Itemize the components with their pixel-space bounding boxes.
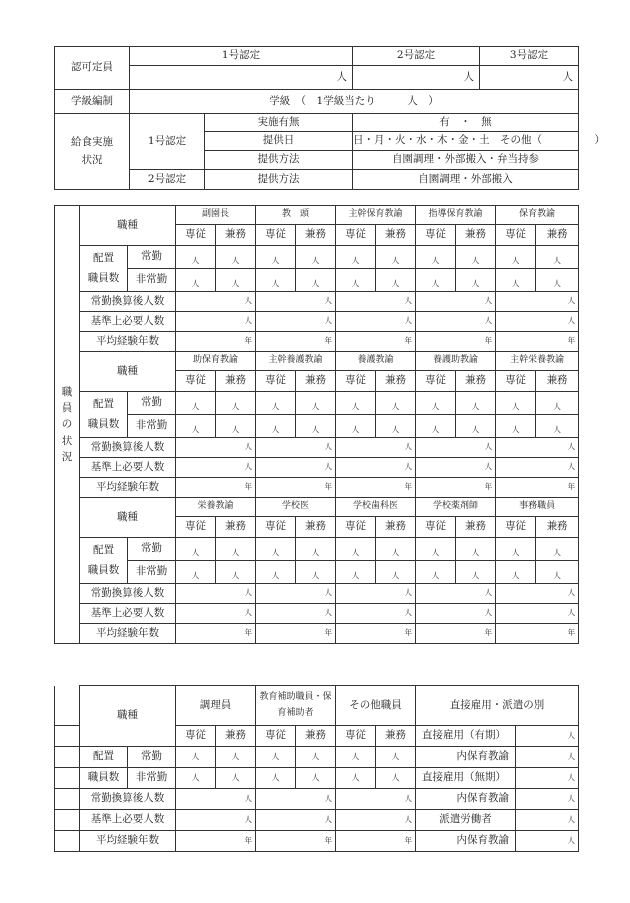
count-cell[interactable]: 人: [256, 415, 296, 438]
job-label-b4: 職種: [80, 686, 176, 747]
avg-exp-label: 平均経験年数: [80, 478, 176, 498]
count-cell[interactable]: 人: [376, 747, 416, 768]
regular-label: 常勤: [128, 246, 176, 269]
meal-label: 給食実施状況: [55, 114, 130, 190]
concurrent-header: 兼務: [216, 225, 256, 246]
dispatch-count[interactable]: 人: [516, 810, 579, 831]
meal-method1-value[interactable]: 自園調理・外部搬入・弁当持参: [353, 151, 579, 170]
concurrent-header: 兼務: [456, 517, 496, 538]
cert3-header: 3号認定: [480, 47, 579, 66]
job-title: 事務職員: [496, 498, 579, 517]
required-cell[interactable]: 人: [176, 458, 256, 478]
count-cell[interactable]: 人: [296, 538, 336, 561]
job-title: 養護教諭: [336, 352, 416, 371]
concurrent-header: 兼務: [376, 225, 416, 246]
concurrent-header: 兼務: [296, 371, 336, 392]
count-cell[interactable]: 人: [296, 768, 336, 789]
count-cell[interactable]: 人: [256, 246, 296, 269]
meal-cert1: 1号認定: [130, 114, 205, 170]
count-cell[interactable]: 人: [256, 269, 296, 292]
regular-label: 常勤: [128, 747, 176, 768]
required-cell[interactable]: 人: [256, 458, 336, 478]
avg-exp-cell[interactable]: 年: [176, 332, 256, 352]
cert3-count[interactable]: 人: [480, 66, 579, 90]
count-cell[interactable]: 人: [296, 392, 336, 415]
count-cell[interactable]: 人: [416, 538, 456, 561]
part-time-label: 非常勤: [128, 561, 176, 584]
concurrent-header: 兼務: [216, 726, 256, 747]
fte-label: 常勤換算後人数: [80, 292, 176, 312]
meal-implemented-label: 実施有無: [205, 114, 353, 132]
count-cell[interactable]: 人: [216, 768, 256, 789]
required-label: 基準上必要人数: [80, 312, 176, 332]
meal-method2-label: 提供方法: [205, 170, 353, 190]
avg-exp-cell[interactable]: 年: [496, 332, 579, 352]
count-cell[interactable]: 人: [216, 538, 256, 561]
fte-cell[interactable]: 人: [416, 438, 496, 458]
avg-exp-cell[interactable]: 年: [336, 624, 416, 644]
avg-exp-label: 平均経験年数: [80, 831, 176, 852]
teacher-inner-label: 内保育教諭: [416, 831, 516, 852]
avg-exp-cell[interactable]: 年: [416, 332, 496, 352]
teacher-inner-count[interactable]: 人: [516, 789, 579, 810]
required-label: 基準上必要人数: [80, 604, 176, 624]
required-cell[interactable]: 人: [256, 312, 336, 332]
job-title: 指導保育教諭: [416, 206, 496, 225]
fte-cell[interactable]: 人: [336, 584, 416, 604]
count-cell[interactable]: 人: [176, 392, 216, 415]
part-time-label: 非常勤: [128, 269, 176, 292]
fulltime-header: 専従: [416, 225, 456, 246]
fulltime-header: 専従: [336, 371, 376, 392]
meal-implemented-value[interactable]: 有 ・ 無: [353, 114, 579, 132]
count-cell[interactable]: 人: [376, 415, 416, 438]
direct-fixed-count[interactable]: 人: [516, 726, 579, 747]
fte-cell[interactable]: 人: [256, 789, 336, 810]
meal-days-value[interactable]: 日・月・火・水・木・金・土 その他（ ）: [353, 132, 579, 151]
count-cell[interactable]: 人: [456, 415, 496, 438]
count-cell[interactable]: 人: [216, 747, 256, 768]
count-cell[interactable]: 人: [536, 415, 579, 438]
fte-cell[interactable]: 人: [256, 292, 336, 312]
job-title: 主幹保育教諭: [336, 206, 416, 225]
count-cell[interactable]: 人: [336, 269, 376, 292]
capacity-label: 認可定員: [55, 47, 130, 90]
avg-exp-label: 平均経験年数: [80, 332, 176, 352]
count-cell[interactable]: 人: [496, 538, 536, 561]
meal-days-label: 提供日: [205, 132, 353, 151]
count-cell[interactable]: 人: [536, 392, 579, 415]
fulltime-header: 専従: [256, 225, 296, 246]
cert2-header: 2号認定: [353, 47, 480, 66]
count-cell[interactable]: 人: [336, 747, 376, 768]
required-cell[interactable]: 人: [416, 458, 496, 478]
job-cook: 調理員: [176, 686, 256, 726]
job-title: 養護助教諭: [416, 352, 496, 371]
required-label: 基準上必要人数: [80, 810, 176, 831]
count-cell[interactable]: 人: [176, 768, 216, 789]
fulltime-header: 専従: [496, 517, 536, 538]
fulltime-header: 専従: [176, 371, 216, 392]
count-cell[interactable]: 人: [536, 269, 579, 292]
count-cell[interactable]: 人: [216, 415, 256, 438]
fte-cell[interactable]: 人: [256, 584, 336, 604]
fulltime-header: 専従: [416, 517, 456, 538]
fulltime-header: 専従: [256, 371, 296, 392]
job-title: 保育教諭: [496, 206, 579, 225]
count-cell[interactable]: 人: [216, 561, 256, 584]
fulltime-header: 専従: [336, 517, 376, 538]
count-cell[interactable]: 人: [336, 538, 376, 561]
required-cell[interactable]: 人: [336, 604, 416, 624]
required-cell[interactable]: 人: [256, 810, 336, 831]
fte-cell[interactable]: 人: [336, 438, 416, 458]
placement-staff-count-label: 配置 職員数: [80, 538, 128, 584]
fulltime-header: 専従: [176, 726, 216, 747]
fulltime-header: 専従: [416, 371, 456, 392]
count-cell[interactable]: 人: [416, 246, 456, 269]
count-cell[interactable]: 人: [336, 561, 376, 584]
direct-unfixed-count[interactable]: 人: [516, 768, 579, 789]
class-label: 学級編制: [55, 90, 130, 114]
fulltime-header: 専従: [176, 517, 216, 538]
avg-exp-cell[interactable]: 年: [176, 624, 256, 644]
job-title: 学校薬剤師: [416, 498, 496, 517]
fulltime-header: 専従: [496, 225, 536, 246]
fulltime-header: 専従: [256, 517, 296, 538]
count-cell[interactable]: 人: [296, 415, 336, 438]
count-cell[interactable]: 人: [176, 747, 216, 768]
count-cell[interactable]: 人: [376, 561, 416, 584]
concurrent-header: 兼務: [376, 726, 416, 747]
count-cell[interactable]: 人: [256, 392, 296, 415]
required-cell[interactable]: 人: [336, 458, 416, 478]
required-cell[interactable]: 人: [496, 312, 579, 332]
fulltime-header: 専従: [336, 726, 376, 747]
fte-cell[interactable]: 人: [176, 584, 256, 604]
count-cell[interactable]: 人: [496, 246, 536, 269]
count-cell[interactable]: 人: [456, 392, 496, 415]
fte-cell[interactable]: 人: [176, 438, 256, 458]
avg-exp-cell[interactable]: 年: [416, 624, 496, 644]
top-table: [54, 46, 605, 190]
job-title: 主幹養護教諭: [256, 352, 336, 371]
job-title: 主幹栄養教諭: [496, 352, 579, 371]
regular-label: 常勤: [128, 538, 176, 561]
avg-exp-cell[interactable]: 年: [496, 478, 579, 498]
count-cell[interactable]: 人: [296, 561, 336, 584]
avg-exp-cell[interactable]: 年: [256, 624, 336, 644]
fulltime-header: 専従: [176, 225, 216, 246]
job-label: 職種: [80, 206, 176, 246]
fte-label: 常勤換算後人数: [80, 789, 176, 810]
concurrent-header: 兼務: [536, 225, 579, 246]
count-cell[interactable]: 人: [376, 768, 416, 789]
fte-label: 常勤換算後人数: [80, 438, 176, 458]
count-cell[interactable]: 人: [176, 561, 216, 584]
cert1-header: 1号認定: [130, 47, 353, 66]
avg-exp-cell[interactable]: 年: [256, 831, 336, 852]
fte-cell[interactable]: 人: [496, 584, 579, 604]
count-cell[interactable]: 人: [456, 561, 496, 584]
concurrent-header: 兼務: [456, 371, 496, 392]
job-title: 学校医: [256, 498, 336, 517]
job-other: その他職員: [336, 686, 416, 726]
staff-count-label: 職員数: [80, 768, 128, 789]
concurrent-header: 兼務: [296, 225, 336, 246]
direct-fixed-label: 直接雇用（有期）: [416, 726, 516, 747]
count-cell[interactable]: 人: [376, 538, 416, 561]
count-cell[interactable]: 人: [496, 269, 536, 292]
placement-label: 配置: [80, 747, 128, 768]
count-cell[interactable]: 人: [216, 246, 256, 269]
count-cell[interactable]: 人: [176, 269, 216, 292]
count-cell[interactable]: 人: [416, 415, 456, 438]
cert1-count[interactable]: 人: [130, 66, 353, 90]
concurrent-header: 兼務: [296, 726, 336, 747]
concurrent-header: 兼務: [536, 371, 579, 392]
fte-cell[interactable]: 人: [336, 789, 416, 810]
fte-cell[interactable]: 人: [496, 292, 579, 312]
count-cell[interactable]: 人: [416, 269, 456, 292]
job-label: 職種: [80, 352, 176, 392]
staff-side-label: 職員の状況: [55, 206, 80, 644]
avg-exp-cell[interactable]: 年: [256, 478, 336, 498]
job-label: 職種: [80, 498, 176, 538]
count-cell[interactable]: 人: [256, 768, 296, 789]
count-cell[interactable]: 人: [536, 561, 579, 584]
required-cell[interactable]: 人: [336, 312, 416, 332]
job-title: 教 頭: [256, 206, 336, 225]
required-cell[interactable]: 人: [256, 604, 336, 624]
staff-block4-table: [54, 685, 579, 852]
job-title: 栄養教諭: [176, 498, 256, 517]
count-cell[interactable]: 人: [296, 269, 336, 292]
count-cell[interactable]: 人: [256, 747, 296, 768]
count-cell[interactable]: 人: [496, 415, 536, 438]
count-cell[interactable]: 人: [496, 392, 536, 415]
direct-unfixed-label: 直接雇用（無期）: [416, 768, 516, 789]
avg-exp-cell[interactable]: 年: [496, 624, 579, 644]
count-cell[interactable]: 人: [336, 392, 376, 415]
count-cell[interactable]: 人: [336, 768, 376, 789]
required-cell[interactable]: 人: [336, 810, 416, 831]
count-cell[interactable]: 人: [296, 246, 336, 269]
count-cell[interactable]: 人: [456, 538, 496, 561]
job-edu-assistant: 教育補助職員・保育補助者: [256, 686, 336, 726]
fte-cell[interactable]: 人: [496, 438, 579, 458]
required-cell[interactable]: 人: [176, 604, 256, 624]
fte-cell[interactable]: 人: [336, 292, 416, 312]
concurrent-header: 兼務: [216, 371, 256, 392]
meal-cert2: 2号認定: [130, 170, 205, 190]
required-cell[interactable]: 人: [176, 810, 256, 831]
count-cell[interactable]: 人: [416, 561, 456, 584]
dispatch-label: 派遣労働者: [416, 810, 516, 831]
required-cell[interactable]: 人: [496, 458, 579, 478]
concurrent-header: 兼務: [536, 517, 579, 538]
count-cell[interactable]: 人: [176, 246, 216, 269]
count-cell[interactable]: 人: [256, 538, 296, 561]
required-cell[interactable]: 人: [496, 604, 579, 624]
avg-exp-cell[interactable]: 年: [176, 831, 256, 852]
count-cell[interactable]: 人: [536, 246, 579, 269]
required-cell[interactable]: 人: [416, 604, 496, 624]
fte-cell[interactable]: 人: [256, 438, 336, 458]
count-cell[interactable]: 人: [496, 561, 536, 584]
staff-table: [54, 205, 579, 644]
count-cell[interactable]: 人: [416, 392, 456, 415]
teacher-inner-label: 内保育教諭: [416, 789, 516, 810]
count-cell[interactable]: 人: [336, 415, 376, 438]
job-title: 助保育教諭: [176, 352, 256, 371]
concurrent-header: 兼務: [376, 517, 416, 538]
side-cell-b4: [55, 686, 80, 726]
concurrent-header: 兼務: [216, 517, 256, 538]
required-label: 基準上必要人数: [80, 458, 176, 478]
fte-label: 常勤換算後人数: [80, 584, 176, 604]
part-time-label: 非常勤: [128, 415, 176, 438]
part-time-label: 非常勤: [128, 768, 176, 789]
fulltime-header: 専従: [256, 726, 296, 747]
count-cell[interactable]: 人: [256, 561, 296, 584]
count-cell[interactable]: 人: [456, 269, 496, 292]
concurrent-header: 兼務: [376, 371, 416, 392]
count-cell[interactable]: 人: [176, 415, 216, 438]
placement-staff-count-label: 配置 職員数: [80, 246, 128, 292]
job-title: 副園長: [176, 206, 256, 225]
count-cell[interactable]: 人: [376, 246, 416, 269]
placement-staff-count-label: 配置 職員数: [80, 392, 128, 438]
regular-label: 常勤: [128, 392, 176, 415]
fte-cell[interactable]: 人: [416, 584, 496, 604]
fulltime-header: 専従: [496, 371, 536, 392]
count-cell[interactable]: 人: [376, 392, 416, 415]
fte-cell[interactable]: 人: [176, 292, 256, 312]
teacher-inner-label: 内保育教諭: [416, 747, 516, 768]
avg-exp-cell[interactable]: 年: [256, 332, 336, 352]
meal-method2-value[interactable]: 自園調理・外部搬入: [353, 170, 579, 190]
count-cell[interactable]: 人: [336, 246, 376, 269]
teacher-inner-count[interactable]: 人: [516, 747, 579, 768]
required-cell[interactable]: 人: [416, 312, 496, 332]
fte-cell[interactable]: 人: [416, 292, 496, 312]
fulltime-header: 専従: [336, 225, 376, 246]
job-title: 学校歯科医: [336, 498, 416, 517]
teacher-inner-count[interactable]: 人: [516, 831, 579, 852]
class-value[interactable]: 学級 （ 1学級当たり 人 ）: [130, 90, 579, 114]
fte-cell[interactable]: 人: [176, 789, 256, 810]
avg-exp-cell[interactable]: 年: [336, 478, 416, 498]
avg-exp-cell[interactable]: 年: [176, 478, 256, 498]
count-cell[interactable]: 人: [296, 747, 336, 768]
count-cell[interactable]: 人: [216, 392, 256, 415]
avg-exp-cell[interactable]: 年: [416, 478, 496, 498]
count-cell[interactable]: 人: [176, 538, 216, 561]
avg-exp-cell[interactable]: 年: [336, 831, 416, 852]
count-cell[interactable]: 人: [456, 246, 496, 269]
count-cell[interactable]: 人: [216, 269, 256, 292]
count-cell[interactable]: 人: [376, 269, 416, 292]
required-cell[interactable]: 人: [176, 312, 256, 332]
count-cell[interactable]: 人: [536, 538, 579, 561]
meal-method-label: 提供方法: [205, 151, 353, 170]
avg-exp-label: 平均経験年数: [80, 624, 176, 644]
concurrent-header: 兼務: [296, 517, 336, 538]
concurrent-header: 兼務: [456, 225, 496, 246]
cert2-count[interactable]: 人: [353, 66, 480, 90]
employment-header: 直接雇用・派遣の別: [416, 686, 579, 726]
avg-exp-cell[interactable]: 年: [336, 332, 416, 352]
